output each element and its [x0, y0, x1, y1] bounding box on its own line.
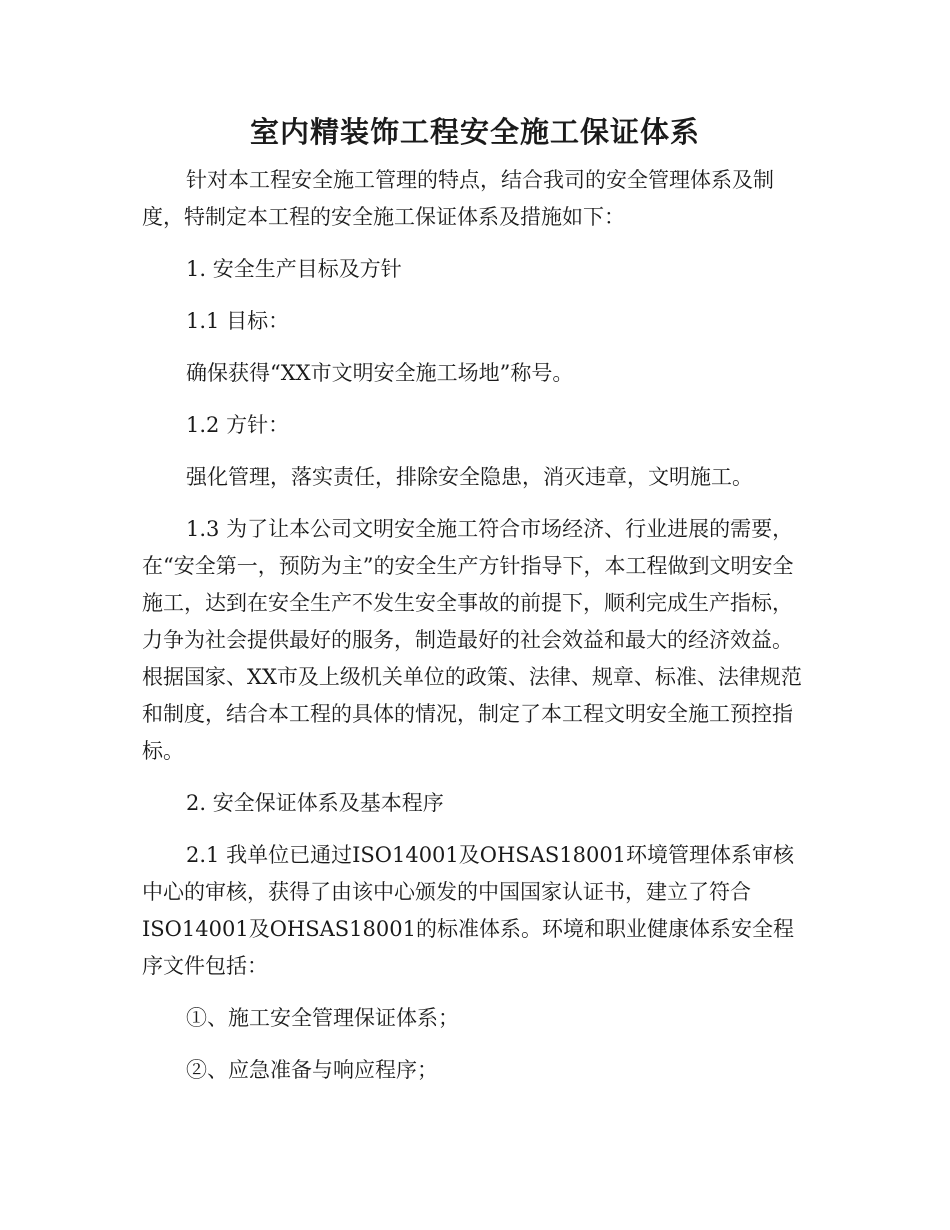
heading-section-1-2: 1.2 方针： — [186, 413, 290, 437]
heading-section-1: 1. 安全生产目标及方针 — [186, 257, 402, 281]
paragraph-policy: 强化管理，落实责任，排除安全隐患，消灭违章，文明施工。 — [186, 465, 753, 489]
document-title: 室内精装饰工程安全施工保证体系 — [249, 115, 700, 149]
list-item-1: ①、施工安全管理保证体系； — [186, 1006, 459, 1030]
paragraph-section-1-3: 1.3 为了让本公司文明安全施工符合市场经济、行业进展的需要，在“安全第一，预防为主”的安全生产方针指导下，本工程做到文明安全施工，达到在安全生产不发生安全事故的前提下，顺利完成生产指标，力争为社会提供最好的服务，制造最好的社会效益和最大的经济效益。根据国家、XX市及上级机关单位的政策、法律、规章、标准、法律规范和制度，结合本工程的具体的情况，制定了本工程文明安全施工预控指标。 — [142, 517, 802, 763]
paragraph-section-2-1: 2.1 我单位已通过ISO14001及OHSAS18001环境管理体系审核中心的审核，获得了由该中心颁发的中国国家认证书，建立了符合ISO14001及OHSAS18001的标准体系。环境和职业健康体系安全程序文件包括： — [142, 843, 795, 978]
heading-section-1-1: 1.1 目标： — [186, 309, 290, 333]
heading-section-2: 2. 安全保证体系及基本程序 — [186, 791, 444, 815]
list-item-2: ②、应急准备与响应程序； — [186, 1058, 438, 1082]
paragraph-goal: 确保获得“XX市文明安全施工场地”称号。 — [186, 361, 574, 385]
document-body — [142, 162, 808, 1104]
paragraph-intro: 针对本工程安全施工管理的特点，结合我司的安全管理体系及制度，特制定本工程的安全施工保证体系及措施如下： — [142, 168, 774, 229]
